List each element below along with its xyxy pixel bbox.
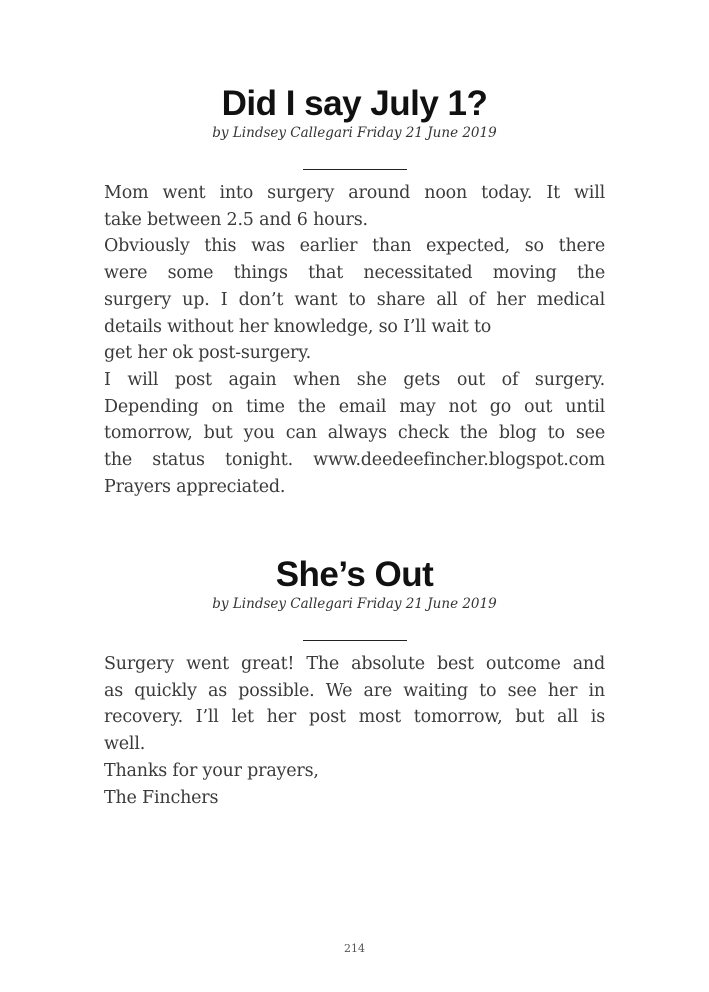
separator-rule <box>303 169 407 170</box>
body-line: The Finchers <box>104 787 219 808</box>
body-line: well. <box>104 734 146 755</box>
post-title: Did I say July 1? <box>221 84 488 123</box>
separator-rule <box>303 640 407 641</box>
post-byline: by Lindsey Callegari Friday 21 June 2019 <box>212 596 497 612</box>
post-title: She’s Out <box>275 555 434 594</box>
body-line: recovery. I’ll let her post most tomorrow, but all is <box>104 707 605 728</box>
post-body <box>104 180 605 500</box>
body-line: were some things that necessitated moving the <box>104 263 605 284</box>
post-byline: by Lindsey Callegari Friday 21 June 2019 <box>212 125 497 141</box>
body-line: Depending on time the email may not go out until <box>104 396 605 417</box>
blog-post-1 <box>104 84 605 500</box>
body-line: Surgery went great! The absolute best outcome and <box>104 654 605 674</box>
body-line: Thanks for your prayers, <box>104 760 319 781</box>
body-line: tomorrow, but you can always check the blog to see <box>104 423 605 444</box>
body-line: Obviously this was earlier than expected, so there <box>104 236 605 257</box>
body-line: as quickly as possible. We are waiting to see her in <box>104 680 605 701</box>
body-line: the status tonight. www.deedeefincher.blogspot.com <box>104 450 605 471</box>
body-line: Prayers appreciated. <box>104 476 286 497</box>
body-line: details without her knowledge, so I’ll wait to <box>104 316 492 337</box>
blog-post-2 <box>104 555 605 811</box>
body-line: get her ok post-surgery. <box>104 343 311 364</box>
body-line: take between 2.5 and 6 hours. <box>104 209 368 230</box>
post-body <box>104 651 605 811</box>
page-number: 214 <box>344 942 365 955</box>
body-line: I will post again when she gets out of surgery. <box>104 369 605 390</box>
body-line: surgery up. I don’t want to share all of her medical <box>104 289 605 310</box>
body-line: Mom went into surgery around noon today. It will <box>104 183 605 203</box>
